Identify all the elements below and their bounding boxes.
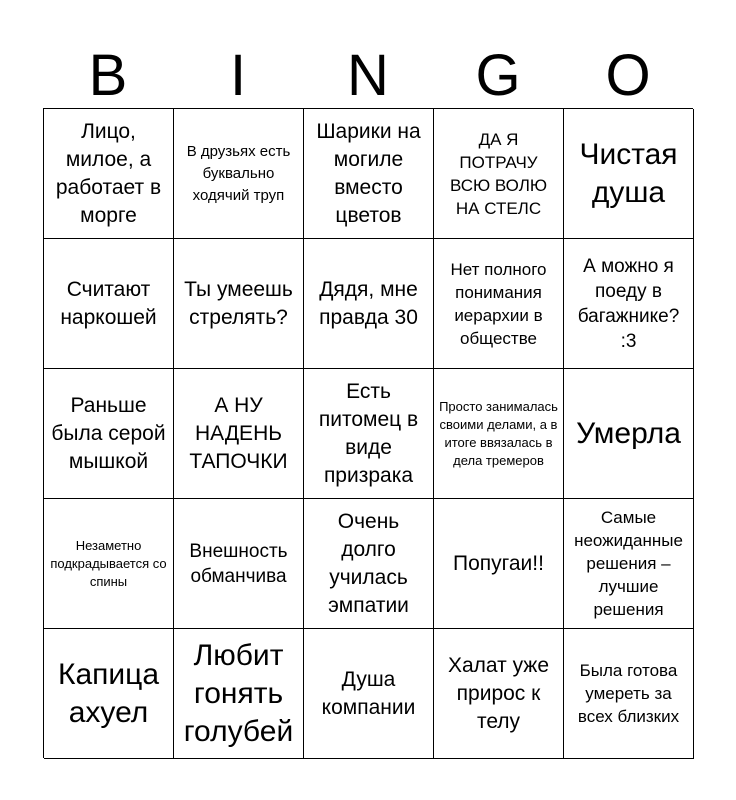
bingo-cell[interactable] (174, 239, 304, 369)
bingo-cell[interactable] (304, 369, 434, 499)
bingo-cell[interactable] (44, 369, 174, 499)
cell-text: В друзьях есть буквально ходячий труп (186, 142, 291, 204)
bingo-cell[interactable] (434, 629, 564, 759)
header-letter-b: B (88, 43, 128, 108)
bingo-cell[interactable] (564, 499, 694, 629)
cell-text: Дядя, мне правда 30 (319, 277, 418, 329)
bingo-cell[interactable] (44, 239, 174, 369)
bingo-cell[interactable] (174, 369, 304, 499)
bingo-header (43, 44, 693, 108)
cell-text: Очень долго училась эмпатии (328, 509, 409, 617)
bingo-cell[interactable] (434, 239, 564, 369)
cell-text: Халат уже прирос к телу (447, 653, 550, 733)
cell-text: Самые неожиданные решения – лучшие решения (574, 508, 683, 619)
cell-text: Есть питомец в виде призрака (318, 379, 419, 487)
bingo-cell[interactable] (174, 499, 304, 629)
cell-text: Душа компании (321, 667, 416, 719)
cell-text: Умерла (576, 416, 681, 450)
bingo-cell[interactable] (434, 369, 564, 499)
bingo-cell[interactable] (44, 109, 174, 239)
bingo-cell[interactable] (434, 109, 564, 239)
bingo-cell[interactable] (304, 109, 434, 239)
cell-text: Шарики на могиле вместо цветов (316, 119, 421, 227)
header-letter-o: O (605, 43, 651, 108)
cell-text: Была готова умереть за всех близких (577, 661, 680, 726)
header-letter-n: N (347, 43, 389, 108)
bingo-cell[interactable] (44, 629, 174, 759)
cell-text: Считают наркошей (60, 277, 157, 329)
bingo-cell[interactable] (44, 499, 174, 629)
cell-text: Любит гонять голубей (183, 638, 294, 748)
cell-text: Раньше была серой мышкой (51, 393, 166, 473)
bingo-cell[interactable] (564, 109, 694, 239)
cell-text: Капица ахуел (57, 657, 160, 729)
cell-text: Ты умеешь стрелять? (184, 277, 293, 329)
bingo-cell[interactable] (304, 239, 434, 369)
bingo-cell[interactable] (564, 369, 694, 499)
cell-text: Лицо, милое, а работает в морге (55, 119, 162, 227)
bingo-cell[interactable] (304, 629, 434, 759)
bingo-cell[interactable] (564, 239, 694, 369)
cell-text: Просто занималась своими делами, а в итоге ввязалась в дела тремеров (439, 398, 558, 468)
cell-text: А НУ НАДЕНЬ ТАПОЧКИ (189, 393, 288, 473)
cell-text: А можно я поеду в багажнике? :3 (577, 255, 680, 352)
cell-text: Чистая душа (579, 137, 678, 209)
bingo-grid (43, 108, 693, 758)
cell-text: Попугаи!! (453, 551, 544, 575)
bingo-cell[interactable] (564, 629, 694, 759)
cell-text: Внешность обманчива (189, 540, 288, 587)
bingo-cell[interactable] (304, 499, 434, 629)
bingo-cell[interactable] (434, 499, 564, 629)
cell-text: Незаметно подкрадывается со спины (50, 537, 167, 589)
header-letter-g: G (475, 43, 521, 108)
bingo-cell[interactable] (174, 629, 304, 759)
cell-text: Нет полного понимания иерархии в обществе (450, 259, 547, 348)
bingo-cell[interactable] (174, 109, 304, 239)
header-letter-i: I (229, 43, 247, 108)
cell-text: ДА Я ПОТРАЧУ ВСЮ ВОЛЮ НА СТЕЛС (449, 129, 548, 218)
